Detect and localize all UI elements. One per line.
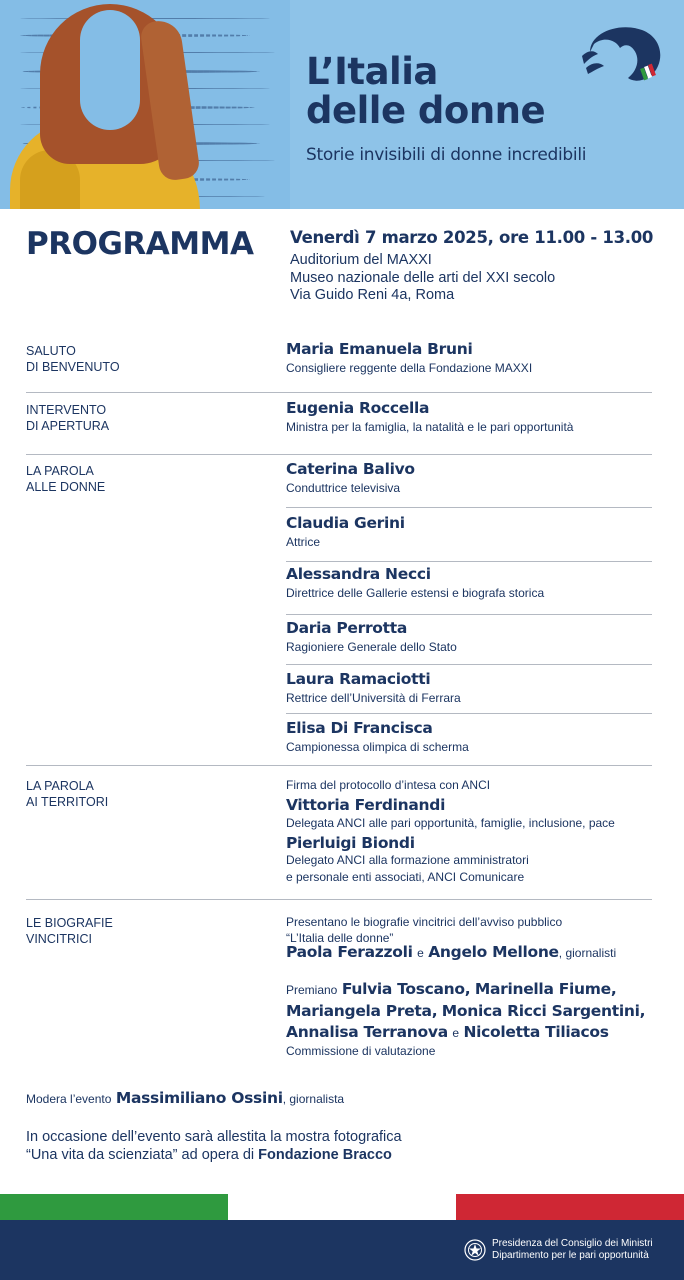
speaker-role: Ragioniere Generale dello Stato	[286, 640, 457, 654]
section-label-saluto: SALUTO DI BENVENUTO	[26, 344, 120, 374]
speaker-role: Rettrice dell’Università di Ferrara	[286, 691, 461, 705]
speaker-role: Consigliere reggente della Fondazione MAXXI	[286, 361, 533, 375]
section-label-donne: LA PAROLA ALLE DONNE	[26, 464, 106, 494]
programma-heading: PROGRAMMA	[26, 226, 254, 262]
speaker-role: e personale enti associati, ANCI Comunicare	[286, 870, 525, 884]
header-banner	[0, 0, 684, 209]
section-label-territori: LA PAROLA AI TERRITORI	[26, 779, 109, 809]
footer-institution: Presidenza del Consiglio dei Ministri Dipartimento per le pari opportunità	[492, 1238, 653, 1261]
jury-line: Annalisa Terranova e Nicoletta Tiliacos	[286, 1023, 609, 1041]
italian-flag-stripe	[0, 1194, 684, 1220]
section-label-biografie: LE BIOGRAFIE VINCITRICI	[26, 916, 113, 946]
jury-line: Premiano Fulvia Toscano, Marinella Fiume,	[286, 980, 617, 998]
biografie-intro: Presentano le biografie vincitrici dell’avviso pubblico	[286, 915, 563, 929]
speaker-divider	[286, 614, 652, 615]
moderator-line: Modera l’evento Massimiliano Ossini, giornalista	[26, 1089, 345, 1107]
speaker-entry	[286, 619, 457, 654]
speaker-entry	[286, 565, 544, 600]
event-venue	[290, 252, 555, 305]
territori-intro: Firma del protocollo d’intesa con ANCI	[286, 778, 491, 792]
section-divider	[26, 899, 652, 900]
speaker-divider	[286, 507, 652, 508]
venue-line: Auditorium del MAXXI	[290, 252, 432, 268]
speaker-name: Alessandra Necci	[286, 565, 431, 583]
jury-name: Monica Ricci Sargentini	[441, 1002, 640, 1020]
speaker-name: Elisa Di Francisca	[286, 719, 433, 737]
speaker-entry	[286, 670, 461, 705]
jury-name: Nicoletta Tiliacos	[463, 1023, 609, 1041]
moderator-name: Massimiliano Ossini	[115, 1089, 283, 1107]
venue-line: Museo nazionale delle arti del XXI secolo	[290, 269, 556, 286]
speaker-role: Delegato ANCI alla formazione amministratori	[286, 853, 529, 867]
speaker-entry	[286, 719, 469, 754]
speaker-name: Maria Emanuela Bruni	[286, 340, 473, 358]
speaker-role: Ministra per la famiglia, la natalità e le pari opportunità	[286, 420, 574, 434]
venue-line: Via Guido Reni 4a, Roma	[290, 287, 455, 303]
speaker-name: Caterina Balivo	[286, 460, 415, 478]
speaker-name: Pierluigi Biondi	[286, 834, 415, 852]
commissione-label: Commissione di valutazione	[286, 1044, 436, 1058]
speaker-divider	[286, 713, 652, 714]
jury-name: Annalisa Terranova	[286, 1023, 448, 1041]
speaker-role: Attrice	[286, 535, 321, 549]
speaker-divider	[286, 664, 652, 665]
speaker-role: Delegata ANCI alle pari opportunità, famiglie, inclusione, pace	[286, 816, 615, 830]
republic-emblem-icon	[464, 1239, 486, 1261]
speaker-name: Daria Perrotta	[286, 619, 408, 637]
speaker-divider	[286, 561, 652, 562]
presenter-name: Paola Ferazzoli	[286, 943, 413, 961]
section-label-intervento: INTERVENTO DI APERTURA	[26, 403, 110, 433]
speaker-entry	[286, 460, 415, 495]
speaker-name: Claudia Gerini	[286, 514, 405, 532]
page-subtitle: Storie invisibili di donne incredibili	[306, 145, 587, 165]
speaker-entry	[286, 399, 573, 434]
biografie-intro: “L’Italia delle donne”	[286, 931, 394, 945]
presenter-name: Angelo Mellone	[428, 943, 559, 961]
sponsor-name: Fondazione Bracco	[258, 1147, 392, 1163]
section-divider	[26, 392, 652, 393]
jury-line: Mariangela Preta, Monica Ricci Sargentini,	[286, 1002, 646, 1020]
speaker-role: Conduttrice televisiva	[286, 481, 401, 495]
event-date: Venerdì 7 marzo 2025, ore 11.00 - 13.00	[290, 228, 654, 247]
speaker-name: Laura Ramaciotti	[286, 670, 431, 688]
presenters-line: Paola Ferazzoli e Angelo Mellone, giornalisti	[286, 943, 617, 961]
woman-illustration	[0, 0, 290, 209]
section-divider	[26, 765, 652, 766]
exhibition-note: In occasione dell’evento sarà allestita la mostra fotografica “Una vita da scienziata” ad opera di Fondazione Bracco	[26, 1129, 402, 1163]
speaker-name: Eugenia Roccella	[286, 399, 430, 417]
section-divider	[26, 454, 652, 455]
jury-name: Fulvia Toscano	[341, 980, 465, 998]
speaker-name: Vittoria Ferdinandi	[286, 796, 446, 814]
speaker-entry	[286, 514, 405, 549]
women-profile-logo-icon	[580, 22, 666, 86]
speaker-role: Campionessa olimpica di scherma	[286, 740, 469, 754]
speaker-entry	[286, 340, 532, 375]
jury-name: Mariangela Preta	[286, 1002, 432, 1020]
page-title: L’Italia delle donne	[306, 50, 546, 132]
jury-name: Marinella Fiume	[474, 980, 611, 998]
speaker-role: Direttrice delle Gallerie estensi e biografa storica	[286, 586, 545, 600]
